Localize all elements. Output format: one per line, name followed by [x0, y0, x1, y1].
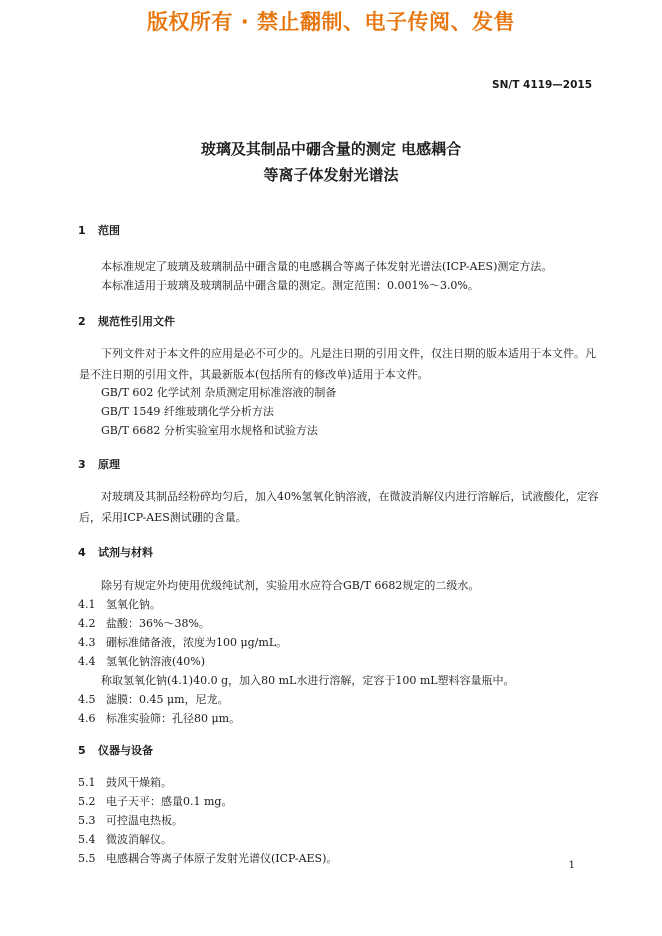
item-number: 4.1 [78, 598, 96, 611]
item-text: 电子天平：感量0.1 mg。 [106, 795, 233, 808]
section-title: 仪器与设备 [98, 744, 153, 757]
item-number: 5.3 [78, 814, 96, 827]
item-text: 电感耦合等离子体原子发射光谱仪(ICP-AES)。 [106, 852, 338, 865]
item-number: 5.2 [78, 795, 96, 808]
item-text: 滤膜：0.45 μm，尼龙。 [106, 693, 229, 706]
section-number: 3 [78, 458, 86, 471]
item-text: 硼标准储备液，浓度为100 μg/mL。 [106, 636, 288, 649]
section-title: 原理 [98, 458, 120, 471]
document-title-line2: 等离子体发射光谱法 [263, 166, 399, 184]
list-item [78, 596, 161, 612]
list-item [78, 831, 172, 847]
page-number: 1 [568, 860, 575, 871]
section-5-heading [78, 742, 153, 758]
item-number: 5.5 [78, 852, 96, 865]
item-number: 4.5 [78, 693, 96, 706]
list-item [78, 812, 183, 828]
normative-reference: GB/T 6682 分析实验室用水规格和试验方法 [101, 424, 318, 437]
item-number: 5.4 [78, 833, 96, 846]
standard-number: SN/T 4119—2015 [492, 79, 592, 91]
section-2-heading [78, 313, 175, 329]
item-number: 4.4 [78, 655, 96, 668]
item-number: 5.1 [78, 776, 96, 789]
item-number: 4.2 [78, 617, 96, 630]
list-item [78, 850, 337, 866]
section-1-paragraph-2: 本标准适用于玻璃及玻璃制品中硼含量的测定。测定范围：0.001%～3.0%。 [101, 279, 479, 292]
list-item [78, 634, 287, 650]
section-4-intro: 除另有规定外均使用优级纯试剂，实验用水应符合GB/T 6682规定的二级水。 [101, 579, 480, 592]
section-number: 4 [78, 546, 86, 559]
item-text: 盐酸：36%～38%。 [106, 617, 210, 630]
document-title-line1: 玻璃及其制品中硼含量的测定 电感耦合 [200, 140, 462, 158]
normative-reference: GB/T 1549 纤维玻璃化学分析方法 [101, 405, 274, 418]
list-item [78, 653, 205, 669]
section-title: 试剂与材料 [98, 546, 153, 559]
list-item [78, 710, 240, 726]
section-1-heading [78, 222, 120, 238]
item-text: 氢氧化钠溶液(40%) [106, 655, 206, 668]
normative-reference: GB/T 602 化学试剂 杂质测定用标准溶液的制备 [101, 386, 337, 399]
section-2-paragraph-1: 下列文件对于本文件的应用是必不可少的。凡是注日期的引用文件，仅注日期的版本适用于本文件。凡是不注日期的引用文件，其最新版本(包括所有的修改单)适用于本文件。 [79, 347, 596, 381]
item-text: 微波消解仪。 [106, 833, 172, 846]
section-number: 1 [78, 224, 86, 237]
item-text: 氢氧化钠。 [106, 598, 161, 611]
list-item [78, 793, 232, 809]
section-number: 2 [78, 315, 86, 328]
item-number: 4.3 [78, 636, 96, 649]
section-3-heading [78, 456, 120, 472]
item-4-4-detail: 称取氢氧化钠(4.1)40.0 g，加入80 mL水进行溶解，定容于100 mL塑料容量瓶中。 [101, 674, 515, 687]
watermark-banner: 版权所有 · 禁止翻制、电子传阅、发售 [146, 10, 516, 34]
item-text: 可控温电热板。 [106, 814, 183, 827]
section-3-paragraph-1: 对玻璃及其制品经粉碎均匀后，加入40%氢氧化钠溶液，在微波消解仪内进行溶解后，试液酸化，定容后，采用ICP-AES测试硼的含量。 [79, 490, 599, 524]
list-item [78, 774, 172, 790]
list-item [78, 691, 229, 707]
section-4-heading [78, 544, 153, 560]
section-number: 5 [78, 744, 86, 757]
item-text: 鼓风干燥箱。 [106, 776, 172, 789]
item-number: 4.6 [78, 712, 96, 725]
item-text: 标准实验筛：孔径80 μm。 [106, 712, 241, 725]
section-title: 规范性引用文件 [98, 315, 175, 328]
list-item [78, 615, 210, 631]
section-1-paragraph-1: 本标准规定了玻璃及玻璃制品中硼含量的电感耦合等离子体发射光谱法(ICP-AES)测定方法。 [101, 260, 553, 273]
section-title: 范围 [98, 224, 120, 237]
